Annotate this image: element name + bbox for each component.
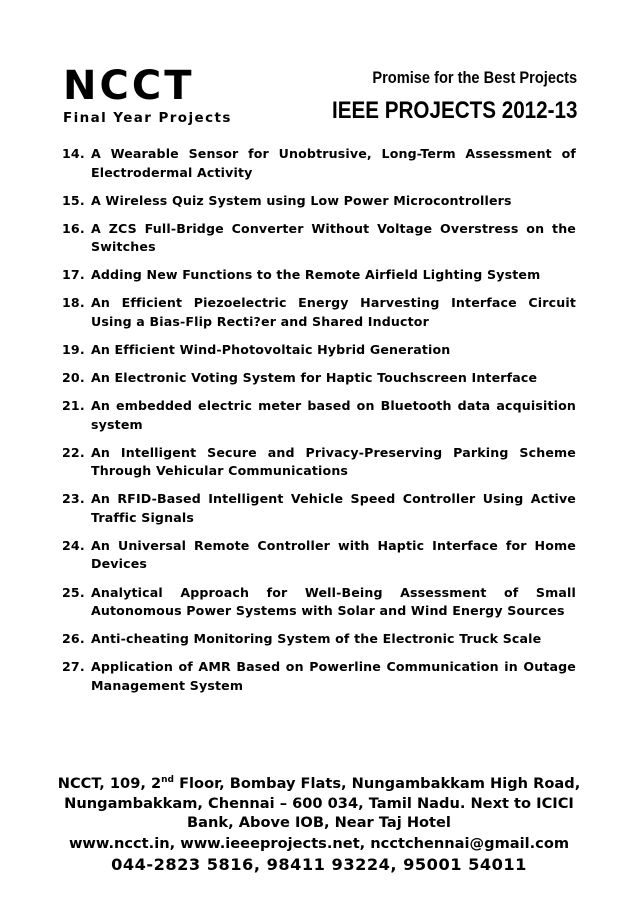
address-part2: Floor, Bombay Flats, Nungambakkam High Road, Nungambakkam, Chennai – 600 034, Tamil Nadu. Next to ICICI Bank, Above IOB, Near Taj Hotel: [64, 775, 581, 831]
project-item: [62, 584, 576, 621]
project-item: [62, 630, 576, 649]
tagline: Promise for the Best Projects: [372, 68, 577, 87]
project-item: [62, 444, 576, 481]
project-number: 21.: [62, 398, 85, 414]
project-number: 23.: [62, 491, 85, 507]
project-number: 19.: [62, 341, 85, 357]
project-title: Anti-cheating Monitoring System of the Electronic Truck Scale: [91, 631, 542, 647]
phone-numbers: 044-2823 5816, 98411 93224, 95001 54011: [111, 854, 527, 874]
address: [50, 774, 588, 833]
project-item: [62, 658, 576, 695]
address-part1: NCCT, 109, 2: [57, 775, 162, 792]
project-item: [62, 192, 576, 211]
project-number: 14.: [62, 146, 85, 161]
page-header: [63, 60, 583, 135]
ncct-logo: [63, 63, 232, 126]
project-number: 22.: [62, 444, 85, 460]
project-title: A Wireless Quiz System using Low Power Microcontrollers: [91, 192, 512, 208]
project-item: [62, 220, 576, 257]
project-title: An Intelligent Secure and Privacy-Preserving Parking Scheme Through Vehicular Communications: [91, 444, 576, 479]
project-item: [62, 266, 576, 285]
project-number: 27.: [62, 659, 85, 675]
project-title: An Universal Remote Controller with Haptic Interface for Home Devices: [91, 537, 576, 572]
project-item: [62, 397, 576, 434]
projects-title: IEEE PROJECTS 2012-13: [331, 97, 577, 124]
project-title: Application of AMR Based on Powerline Communication in Outage Management System: [91, 659, 576, 693]
project-title: A ZCS Full-Bridge Converter Without Voltage Overstress on the Switches: [91, 220, 576, 255]
project-list: [62, 145, 576, 705]
project-title: Adding New Functions to the Remote Airfield Lighting System: [91, 267, 541, 283]
project-number: 18.: [62, 295, 85, 311]
project-item: [62, 145, 576, 182]
project-title: A Wearable Sensor for Unobtrusive, Long-Term Assessment of Electrodermal Activity: [91, 146, 576, 180]
web-contacts: www.ncct.in, www.ieeeprojects.net, ncctchennai@gmail.com: [68, 834, 570, 852]
project-number: 26.: [62, 631, 85, 647]
project-title: An Efficient Wind-Photovoltaic Hybrid Generation: [91, 341, 451, 357]
project-item: [62, 537, 576, 574]
address-ordinal: nd: [161, 775, 174, 786]
project-item: [62, 490, 576, 527]
project-number: 17.: [62, 267, 85, 283]
contact-footer: [50, 774, 588, 876]
project-title: An Efficient Piezoelectric Energy Harvesting Interface Circuit Using a Bias-Flip Recti?er and Shared Inductor: [91, 295, 576, 329]
project-number: 25.: [62, 584, 85, 600]
project-item: [62, 294, 576, 331]
project-title: An Electronic Voting System for Haptic Touchscreen Interface: [91, 370, 538, 386]
project-number: 24.: [62, 537, 85, 553]
project-title: An embedded electric meter based on Bluetooth data acquisition system: [91, 398, 576, 432]
project-title: Analytical Approach for Well-Being Assessment of Small Autonomous Power Systems with Solar and Wind Energy Sources: [91, 584, 576, 619]
project-item: [62, 341, 576, 360]
logo-title: NCCT: [63, 63, 195, 109]
project-number: 20.: [62, 370, 85, 386]
project-number: 15.: [62, 192, 85, 208]
project-title: An RFID-Based Intelligent Vehicle Speed Controller Using Active Traffic Signals: [91, 491, 576, 525]
project-number: 16.: [62, 220, 85, 236]
project-item: [62, 369, 576, 388]
logo-subtitle: Final Year Projects: [63, 110, 232, 126]
